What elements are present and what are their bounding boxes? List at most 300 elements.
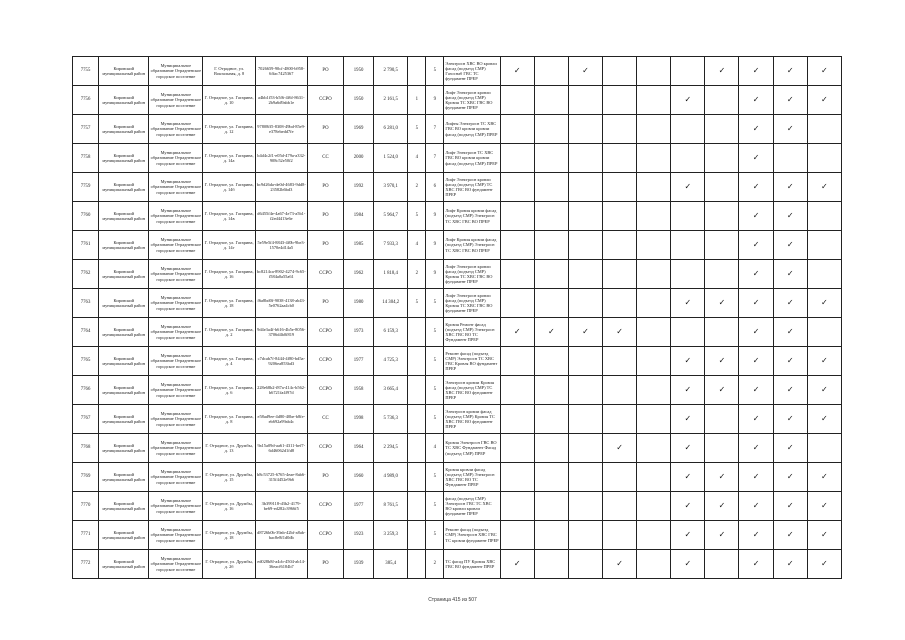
check-mark-icon: ✓ (786, 182, 794, 191)
table-row (73, 550, 842, 579)
floors-cell: 2 (408, 173, 426, 202)
register-table-sheet (72, 56, 842, 579)
owner-cell: Муниципальное образование Отрадненское городское поселение (149, 347, 203, 376)
check-cell (705, 434, 739, 463)
check-cell (773, 492, 807, 521)
works-cell: Лифт Кровля кровли фасад (подъезд СМР) Электросн ТС ХВС ГВС ВО ПРЕР (444, 231, 500, 260)
address-cell: Г. Отрадное, ул. Дружбы, д. 18 (203, 521, 255, 550)
check-cell (637, 289, 671, 318)
check-mark-icon: ✓ (582, 66, 589, 75)
check-mark-icon: ✓ (786, 501, 794, 510)
address-cell: Г. Отрадное, ул. Дружбы, д. 2б (203, 550, 255, 579)
check-cell (534, 521, 568, 550)
table-row (73, 347, 842, 376)
check-cell (807, 550, 841, 579)
owner-cell: Муниципальное образование Отрадненское городское поселение (149, 521, 203, 550)
check-cell (705, 347, 739, 376)
check-cell (534, 347, 568, 376)
check-cell (500, 289, 534, 318)
owner-cell: Муниципальное образование Отрадненское городское поселение (149, 376, 203, 405)
check-cell (534, 463, 568, 492)
check-mark-icon: ✓ (513, 327, 521, 336)
check-cell (705, 550, 739, 579)
floors-cell (408, 57, 426, 86)
check-mark-icon: ✓ (718, 530, 726, 539)
check-cell (671, 550, 705, 579)
year-cell: 1980 (344, 289, 374, 318)
row-id: 7765 (73, 347, 99, 376)
check-cell (602, 144, 636, 173)
year-cell: 1977 (344, 492, 374, 521)
wall-material-cell: ССРО (307, 521, 343, 550)
entrances-cell: 5 (426, 57, 444, 86)
check-mark-icon: ✓ (786, 385, 794, 394)
check-mark-icon: ✓ (752, 298, 760, 307)
check-cell (705, 376, 739, 405)
check-cell (500, 492, 534, 521)
table-row (73, 434, 842, 463)
check-cell (739, 521, 773, 550)
district-cell: Кировский муниципальный район (99, 318, 149, 347)
check-cell (534, 550, 568, 579)
guid-cell: e58ad9ee-4d80-40be-b8fe-eb692a99ab4c (255, 405, 307, 434)
check-cell (602, 492, 636, 521)
row-id: 7760 (73, 202, 99, 231)
floors-cell: 2 (408, 260, 426, 289)
works-cell: Лифт Электросн кровли фасад (подъезд СМР) Кровля ТС ХВС ГВС ВО фундамент ПРЕР (444, 289, 500, 318)
entrances-cell: 2 (426, 550, 444, 579)
check-cell (602, 521, 636, 550)
guid-cell: f6a8bd0f-9038-4138-ab43-5e0762aa4cb0 (255, 289, 307, 318)
check-cell (500, 231, 534, 260)
check-mark-icon: ✓ (616, 327, 623, 336)
check-mark-icon: ✓ (786, 530, 794, 539)
table-row (73, 115, 842, 144)
owner-cell: Муниципальное образование Отрадненское городское поселение (149, 318, 203, 347)
check-cell (568, 405, 602, 434)
check-cell (671, 289, 705, 318)
check-mark-icon: ✓ (821, 95, 828, 104)
check-cell (637, 463, 671, 492)
wall-material-cell: РО (307, 289, 343, 318)
check-cell (637, 405, 671, 434)
owner-cell: Муниципальное образование Отрадненское городское поселение (149, 405, 203, 434)
check-cell (773, 173, 807, 202)
check-cell (773, 115, 807, 144)
check-cell (773, 521, 807, 550)
check-cell (602, 347, 636, 376)
wall-material-cell: РО (307, 202, 343, 231)
check-cell (807, 231, 841, 260)
check-cell (637, 144, 671, 173)
check-mark-icon: ✓ (582, 327, 589, 336)
check-mark-icon: ✓ (786, 356, 794, 365)
check-cell (773, 347, 807, 376)
check-cell (705, 318, 739, 347)
check-mark-icon: ✓ (752, 327, 760, 336)
floors-cell (408, 550, 426, 579)
guid-cell: 7026659-90cf-4800-b958-6ffac7425367 (255, 57, 307, 86)
check-cell (568, 550, 602, 579)
check-mark-icon: ✓ (718, 298, 726, 307)
year-cell: 1977 (344, 347, 374, 376)
area-cell: 385,4 (374, 550, 408, 579)
row-id: 7759 (73, 173, 99, 202)
row-id: 7769 (73, 463, 99, 492)
check-cell (534, 202, 568, 231)
district-cell: Кировский муниципальный район (99, 405, 149, 434)
floors-cell: 1 (408, 86, 426, 115)
check-cell (534, 434, 568, 463)
row-id: 7758 (73, 144, 99, 173)
area-cell: 3 665,4 (374, 376, 408, 405)
area-cell: 2 790,5 (374, 57, 408, 86)
check-cell (568, 57, 602, 86)
wall-material-cell: ССРО (307, 86, 343, 115)
floors-cell (408, 521, 426, 550)
check-cell (705, 173, 739, 202)
works-cell: Лифт Электросн кровли фасад (подъезд СМР) Кровля ТС ХВС ГВС ВО фундамент ПРЕР (444, 86, 500, 115)
check-mark-icon: ✓ (752, 443, 760, 452)
wall-material-cell: РО (307, 115, 343, 144)
row-id: 7764 (73, 318, 99, 347)
address-cell: Г. Отрадное, ул. Гагарина, д. 8 (203, 405, 255, 434)
check-cell (739, 289, 773, 318)
check-cell (739, 202, 773, 231)
wall-material-cell: РО (307, 173, 343, 202)
check-cell (739, 86, 773, 115)
entrances-cell: 5 (426, 347, 444, 376)
check-mark-icon: ✓ (752, 240, 760, 249)
owner-cell: Муниципальное образование Отрадненское городское поселение (149, 57, 203, 86)
guid-cell: d8726b0b-39ab-42bf-a8ab-bac8e8f1d0db (255, 521, 307, 550)
check-cell (500, 405, 534, 434)
area-cell: 14 304,2 (374, 289, 408, 318)
works-cell: Электросн кровли фасад (подъезд СМР) Кровля ТС ХВС ГВС ВО фундамент ПРЕР (444, 405, 500, 434)
table-row (73, 86, 842, 115)
check-cell (705, 492, 739, 521)
area-cell: 7 933,3 (374, 231, 408, 260)
check-cell (568, 434, 602, 463)
guid-cell: bc9d26da-de0d-4683-9dd8-23582b6bd3 (255, 173, 307, 202)
check-cell (773, 289, 807, 318)
guid-cell: bc8214ca-8902-4274-9c65-f584a0a55a61 (255, 260, 307, 289)
row-id: 7771 (73, 521, 99, 550)
check-cell (568, 521, 602, 550)
check-cell (739, 318, 773, 347)
area-cell: 4 725,3 (374, 347, 408, 376)
year-cell: 1998 (344, 405, 374, 434)
check-cell (671, 405, 705, 434)
check-cell (637, 173, 671, 202)
check-cell (705, 57, 739, 86)
check-cell (500, 347, 534, 376)
address-cell: Г. Отрадное, ул. Гагарина, д. 4 (203, 347, 255, 376)
address-cell: Г. Отрадное, ул. Гагарина, д. 18 (203, 289, 255, 318)
check-cell (637, 260, 671, 289)
check-cell (773, 202, 807, 231)
entrances-cell: 9 (426, 86, 444, 115)
year-cell: 1973 (344, 318, 374, 347)
check-cell (739, 57, 773, 86)
district-cell: Кировский муниципальный район (99, 231, 149, 260)
check-mark-icon: ✓ (616, 559, 623, 568)
guid-cell: 97808ff5-8308-49bd-85e9-e378ebedd7fe (255, 115, 307, 144)
check-cell (739, 231, 773, 260)
floors-cell: 4 (408, 231, 426, 260)
check-cell (534, 376, 568, 405)
check-cell (534, 289, 568, 318)
check-cell (671, 434, 705, 463)
owner-cell: Муниципальное образование Отрадненское городское поселение (149, 492, 203, 521)
check-cell (671, 115, 705, 144)
check-cell (671, 231, 705, 260)
check-cell (739, 434, 773, 463)
works-cell: Лифт Электросн кровли фасад (подъезд СМР) ТС ХВС ГВС ВО фундамент ПРЕР (444, 173, 500, 202)
address-cell: Г. Отрадное, ул. Гагарина, д. 14г (203, 231, 255, 260)
address-cell: Г. Отрадное, ул. Гагарина, д. 12 (203, 115, 255, 144)
check-cell (568, 376, 602, 405)
check-cell (773, 434, 807, 463)
check-mark-icon: ✓ (821, 356, 828, 365)
works-cell: ТС фасад ПУ Кровля ХВС ГВС ВО фундамент ПРЕР (444, 550, 500, 579)
owner-cell: Муниципальное образование Отрадненское городское поселение (149, 202, 203, 231)
check-cell (671, 57, 705, 86)
floors-cell (408, 434, 426, 463)
check-mark-icon: ✓ (752, 182, 760, 191)
table-row (73, 376, 842, 405)
check-cell (807, 434, 841, 463)
check-mark-icon: ✓ (752, 66, 760, 75)
check-mark-icon: ✓ (684, 472, 692, 481)
check-cell (568, 347, 602, 376)
check-cell (500, 463, 534, 492)
district-cell: Кировский муниципальный район (99, 289, 149, 318)
check-cell (807, 463, 841, 492)
floors-cell: 5 (408, 115, 426, 144)
check-cell (534, 260, 568, 289)
district-cell: Кировский муниципальный район (99, 144, 149, 173)
check-mark-icon: ✓ (786, 240, 794, 249)
check-cell (705, 231, 739, 260)
year-cell: 1992 (344, 173, 374, 202)
table-row (73, 202, 842, 231)
check-cell (500, 550, 534, 579)
check-cell (773, 144, 807, 173)
check-mark-icon: ✓ (752, 211, 760, 220)
district-cell: Кировский муниципальный район (99, 550, 149, 579)
entrances-cell: 9 (426, 260, 444, 289)
guid-cell: b8c53725-6765-4eae-8ab6-315f4452e9b6 (255, 463, 307, 492)
check-cell (602, 202, 636, 231)
floors-cell (408, 318, 426, 347)
district-cell: Кировский муниципальный район (99, 347, 149, 376)
check-mark-icon: ✓ (684, 443, 692, 452)
check-mark-icon: ✓ (513, 559, 521, 568)
check-cell (671, 173, 705, 202)
wall-material-cell: СС (307, 405, 343, 434)
address-cell: Г. Отрадное, ул. Дружбы, д. 15 (203, 463, 255, 492)
year-cell: 1950 (344, 86, 374, 115)
address-cell: Г. Отрадное, ул. Гагарина, д. 14а (203, 144, 255, 173)
page-footer: Страница 415 из 507 (428, 597, 477, 603)
check-cell (739, 260, 773, 289)
check-mark-icon: ✓ (718, 472, 726, 481)
check-mark-icon: ✓ (752, 269, 760, 278)
check-cell (500, 202, 534, 231)
check-cell (705, 405, 739, 434)
check-cell (671, 318, 705, 347)
entrances-cell: 9 (426, 202, 444, 231)
district-cell: Кировский муниципальный район (99, 57, 149, 86)
area-cell: 6 159,3 (374, 318, 408, 347)
year-cell: 2000 (344, 144, 374, 173)
check-mark-icon: ✓ (684, 298, 692, 307)
check-cell (705, 115, 739, 144)
check-mark-icon: ✓ (821, 530, 828, 539)
district-cell: Кировский муниципальный район (99, 521, 149, 550)
check-cell (500, 57, 534, 86)
district-cell: Кировский муниципальный район (99, 376, 149, 405)
check-mark-icon: ✓ (786, 124, 794, 133)
entrances-cell: 7 (426, 115, 444, 144)
address-cell: Г. Отрадное, ул. Гагарина, д. 10 (203, 86, 255, 115)
check-mark-icon: ✓ (786, 211, 794, 220)
check-mark-icon: ✓ (752, 530, 760, 539)
works-cell: Лифт Кровля кровли фасад (подъезд СМР) Электросн ТС ХВС ГВС ВО ПРЕР (444, 202, 500, 231)
check-cell (739, 492, 773, 521)
works-cell: Лифт Электросн ТС ХВС ГВС ВО кровли кровли фасад (подъезд СМР) ПРЕР (444, 144, 500, 173)
guid-cell: c7dcab7f-8444-4f80-bd5a-9206ea853bd3 (255, 347, 307, 376)
check-mark-icon: ✓ (821, 385, 828, 394)
check-cell (500, 318, 534, 347)
works-cell: Электросн кровли Кровля фасад (подъезд СМР) ТС ХВС ГВС ВО фундамент ПРЕР (444, 376, 500, 405)
check-cell (807, 57, 841, 86)
check-cell (637, 115, 671, 144)
year-cell: 1962 (344, 260, 374, 289)
check-cell (534, 144, 568, 173)
table-row (73, 492, 842, 521)
owner-cell: Муниципальное образование Отрадненское городское поселение (149, 86, 203, 115)
row-id: 7767 (73, 405, 99, 434)
entrances-cell: 5 (426, 492, 444, 521)
owner-cell: Муниципальное образование Отрадненское городское поселение (149, 173, 203, 202)
check-mark-icon: ✓ (752, 501, 760, 510)
wall-material-cell: ССРО (307, 318, 343, 347)
works-cell: Лифты Электросн ТС ХВС ГВС ВО кровли кровли фасад (подъезд СМР) ПРЕР (444, 115, 500, 144)
area-cell: 6 281,0 (374, 115, 408, 144)
entrances-cell: 5 (426, 376, 444, 405)
check-cell (773, 231, 807, 260)
check-cell (602, 115, 636, 144)
check-cell (807, 289, 841, 318)
guid-cell: d6455f4e-4a67-4e73-a5b1-f2ed4413e6e (255, 202, 307, 231)
guid-cell: 3b399118-d3b2-4179-be69-ed282c3966f5 (255, 492, 307, 521)
wall-material-cell: ССРО (307, 347, 343, 376)
table-row (73, 463, 842, 492)
year-cell: 1923 (344, 521, 374, 550)
entrances-cell: 5 (426, 463, 444, 492)
check-cell (568, 289, 602, 318)
area-cell: 1 818,4 (374, 260, 408, 289)
floors-cell (408, 463, 426, 492)
check-cell (739, 463, 773, 492)
check-mark-icon: ✓ (786, 443, 794, 452)
check-mark-icon: ✓ (821, 414, 828, 423)
check-cell (602, 231, 636, 260)
check-mark-icon: ✓ (752, 95, 760, 104)
check-cell (807, 376, 841, 405)
works-cell: Ремонт фасад (подъезд СМР) Электросн ТС ХВС ГВС Кровля ВО фундамент ПРЕР (444, 347, 500, 376)
check-cell (807, 144, 841, 173)
check-cell (671, 347, 705, 376)
works-cell: Кровля Ремонт фасад (подъезд СМР) Электросн ХВС ГВС ВО ТС Фундамент ПРЕР (444, 318, 500, 347)
address-cell: Г. Отрадное, ул. Дружбы, д. 16 (203, 492, 255, 521)
row-id: 7755 (73, 57, 99, 86)
check-cell (602, 260, 636, 289)
check-cell (705, 289, 739, 318)
check-cell (773, 550, 807, 579)
check-cell (739, 144, 773, 173)
check-cell (705, 260, 739, 289)
check-cell (602, 463, 636, 492)
owner-cell: Муниципальное образование Отрадненское городское поселение (149, 550, 203, 579)
check-cell (807, 86, 841, 115)
owner-cell: Муниципальное образование Отрадненское городское поселение (149, 231, 203, 260)
check-cell (500, 260, 534, 289)
check-cell (773, 57, 807, 86)
check-cell (568, 260, 602, 289)
table-row (73, 318, 842, 347)
check-cell (671, 463, 705, 492)
check-cell (500, 521, 534, 550)
table-row (73, 405, 842, 434)
year-cell: 1985 (344, 231, 374, 260)
register-table-body (73, 57, 842, 579)
row-id: 7766 (73, 376, 99, 405)
floors-cell: 4 (408, 144, 426, 173)
check-mark-icon: ✓ (786, 327, 794, 336)
check-mark-icon: ✓ (718, 66, 726, 75)
district-cell: Кировский муниципальный район (99, 173, 149, 202)
check-mark-icon: ✓ (786, 472, 794, 481)
check-cell (671, 492, 705, 521)
check-cell (705, 144, 739, 173)
check-mark-icon: ✓ (684, 414, 692, 423)
check-cell (739, 115, 773, 144)
owner-cell: Муниципальное образование Отрадненское городское поселение (149, 115, 203, 144)
check-cell (705, 86, 739, 115)
wall-material-cell: РО (307, 550, 343, 579)
check-cell (602, 57, 636, 86)
check-mark-icon: ✓ (684, 530, 692, 539)
check-cell (500, 144, 534, 173)
check-cell (534, 115, 568, 144)
row-id: 7757 (73, 115, 99, 144)
guid-cell: 228e68b2-f87a-414c-b562-b6721fa4f97d (255, 376, 307, 405)
owner-cell: Муниципальное образование Отрадненское городское поселение (149, 260, 203, 289)
check-cell (637, 347, 671, 376)
check-cell (637, 376, 671, 405)
wall-material-cell: ССРО (307, 376, 343, 405)
district-cell: Кировский муниципальный район (99, 434, 149, 463)
floors-cell (408, 492, 426, 521)
check-mark-icon: ✓ (821, 472, 828, 481)
check-mark-icon: ✓ (684, 95, 692, 104)
check-cell (705, 463, 739, 492)
check-cell (637, 318, 671, 347)
check-cell (807, 492, 841, 521)
